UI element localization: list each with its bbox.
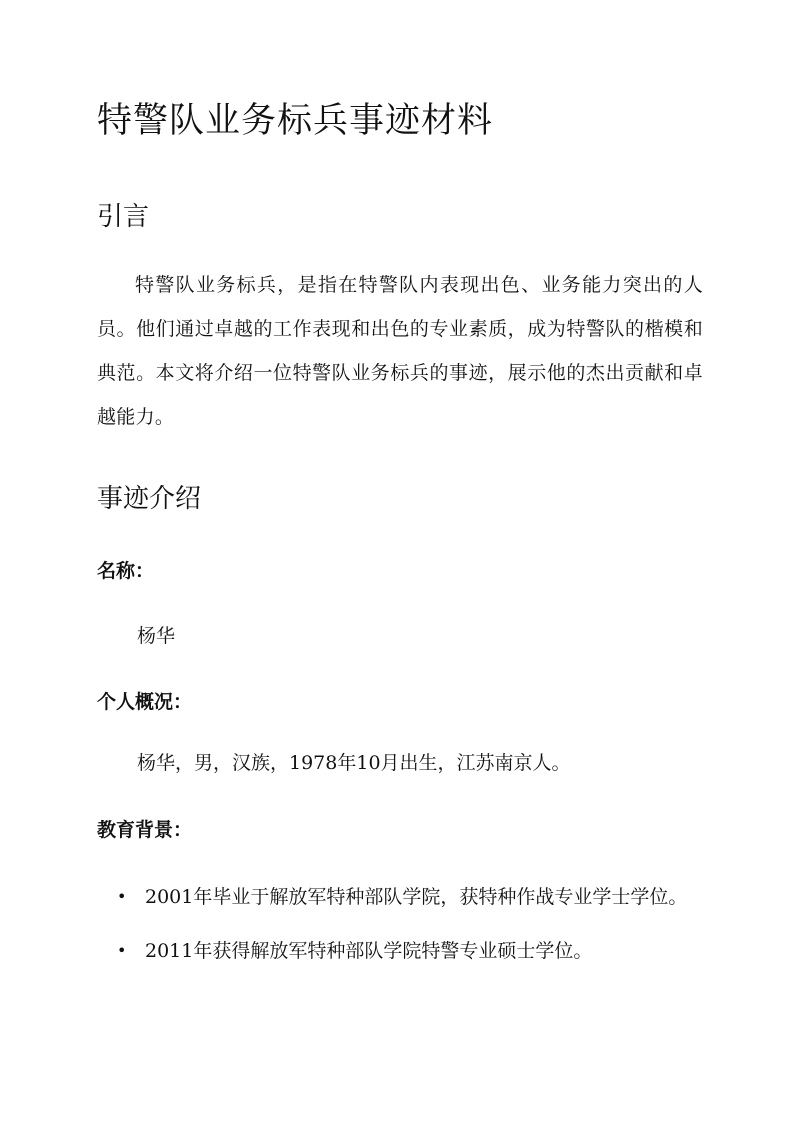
bullet-icon: • [117,887,127,906]
list-item [97,927,703,975]
profile-value: 杨华，男，汉族，1978年10月出生，江苏南京人。 [137,752,571,774]
intro-paragraph: 特警队业务标兵，是指在特警队内表现出色、业务能力突出的人员。他们通过卓越的工作表现和出色的专业素质，成为特警队的楷模和典范。本文将介绍一位特警队业务标兵的事迹，展示他的杰出贡献和卓越能力。 [97,274,703,428]
list-item [97,873,703,921]
document-title: 特警队业务标兵事迹材料 [97,101,494,141]
education-label: 教育背景： [97,819,193,841]
name-value: 杨华 [137,625,176,647]
intro-heading: 引言 [97,202,150,232]
name-label: 名称： [97,560,155,582]
bullet-icon: • [117,941,127,960]
education-item-text: 2001年毕业于解放军特种部队学院，获特种作战专业学士学位。 [145,886,688,908]
profile-label: 个人概况： [97,691,193,713]
education-list [97,873,703,981]
deeds-heading: 事迹介绍 [97,484,202,514]
education-item-text: 2011年获得解放军特种部队学院特警专业硕士学位。 [145,940,593,962]
